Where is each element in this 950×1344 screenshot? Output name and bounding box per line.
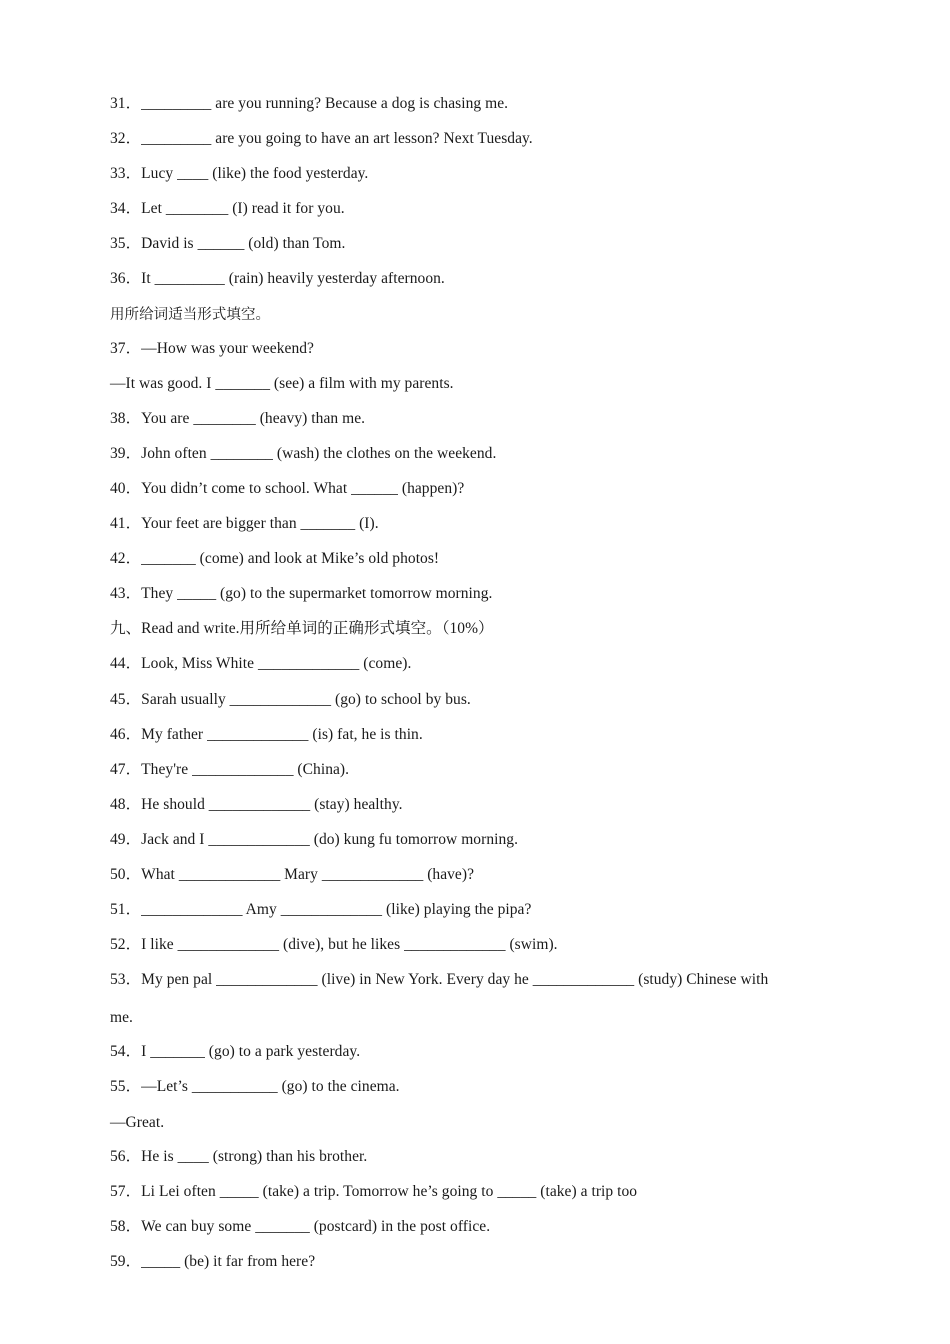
question-37-answer: —It was good. I _______ (see) a film with my parents. bbox=[110, 375, 454, 392]
question-43: 43．They _____ (go) to the supermarket tomorrow morning. bbox=[110, 585, 493, 602]
question-54: 54．I _______ (go) to a park yesterday. bbox=[110, 1043, 361, 1060]
question-56: 56．He is ____ (strong) than his brother. bbox=[110, 1148, 368, 1165]
question-44: 44．Look, Miss White _____________ (come). bbox=[110, 655, 412, 672]
question-41: 41．Your feet are bigger than _______ (I). bbox=[110, 515, 379, 532]
question-32: 32．_________ are you going to have an art lesson? Next Tuesday. bbox=[110, 130, 533, 147]
question-50: 50．What _____________ Mary _____________ (have)? bbox=[110, 866, 475, 883]
question-36: 36．It _________ (rain) heavily yesterday afternoon. bbox=[110, 270, 445, 287]
question-37-prompt: 37．—How was your weekend? bbox=[110, 340, 314, 357]
question-55-answer: —Great. bbox=[110, 1114, 165, 1131]
question-42: 42．_______ (come) and look at Mike’s old photos! bbox=[110, 550, 440, 567]
instruction-fill-blanks: 用所给词适当形式填空。 bbox=[110, 307, 271, 323]
question-51: 51．_____________ Amy _____________ (like) playing the pipa? bbox=[110, 901, 532, 918]
question-47: 47．They're _____________ (China). bbox=[110, 761, 350, 778]
question-35: 35．David is ______ (old) than Tom. bbox=[110, 235, 346, 252]
question-34: 34．Let ________ (I) read it for you. bbox=[110, 200, 345, 217]
question-53-line-2: me. bbox=[110, 1009, 133, 1026]
question-59: 59．_____ (be) it far from here? bbox=[110, 1253, 316, 1270]
question-45: 45．Sarah usually _____________ (go) to school by bus. bbox=[110, 691, 471, 708]
question-46: 46．My father _____________ (is) fat, he is thin. bbox=[110, 726, 423, 743]
question-52: 52．I like _____________ (dive), but he likes _____________ (swim). bbox=[110, 936, 558, 953]
question-31: 31．_________ are you running? Because a dog is chasing me. bbox=[110, 95, 509, 112]
question-55-prompt: 55．—Let’s ___________ (go) to the cinema. bbox=[110, 1078, 400, 1095]
question-49: 49．Jack and I _____________ (do) kung fu tomorrow morning. bbox=[110, 831, 518, 848]
question-53-line-1: 53．My pen pal _____________ (live) in New York. Every day he _____________ (study) Chinese with bbox=[110, 971, 769, 988]
question-57: 57．Li Lei often _____ (take) a trip. Tomorrow he’s going to _____ (take) a trip too bbox=[110, 1183, 638, 1200]
question-40: 40．You didn’t come to school. What ______ (happen)? bbox=[110, 480, 465, 497]
section-heading-9: 九、Read and write.用所给单词的正确形式填空。（10%） bbox=[110, 620, 494, 637]
question-38: 38．You are ________ (heavy) than me. bbox=[110, 410, 366, 427]
question-58: 58．We can buy some _______ (postcard) in the post office. bbox=[110, 1218, 491, 1235]
question-48: 48．He should _____________ (stay) healthy. bbox=[110, 796, 403, 813]
question-33: 33．Lucy ____ (like) the food yesterday. bbox=[110, 165, 369, 182]
question-39: 39．John often ________ (wash) the clothes on the weekend. bbox=[110, 445, 497, 462]
